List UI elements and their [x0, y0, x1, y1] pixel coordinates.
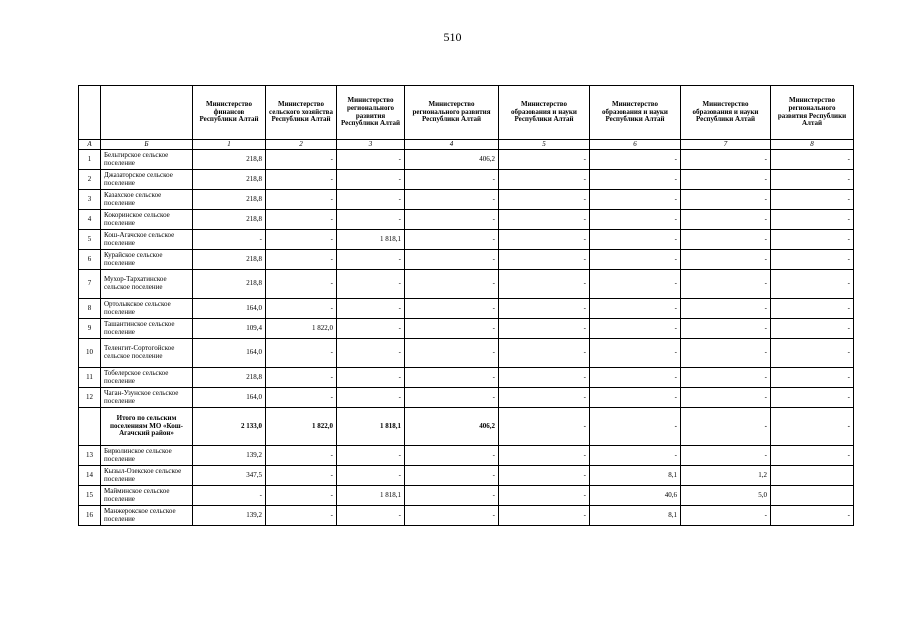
- amount-cell: -: [771, 339, 854, 368]
- amount-cell: -: [499, 210, 590, 230]
- amount-cell: -: [337, 150, 405, 170]
- header-ministry-7: Министерство образования и науки Республики Алтай: [681, 86, 771, 140]
- budget-table: [78, 85, 854, 526]
- amount-cell: -: [771, 150, 854, 170]
- amount-cell: -: [681, 230, 771, 250]
- amount-cell: -: [590, 339, 681, 368]
- amount-cell: -: [266, 339, 337, 368]
- amount-cell: -: [499, 230, 590, 250]
- amount-cell: 139,2: [193, 446, 266, 466]
- amount-cell: -: [405, 170, 499, 190]
- amount-cell: 1 818,1: [337, 408, 405, 446]
- header-ministry-5: Министерство образования и науки Республики Алтай: [499, 86, 590, 140]
- header-ministry-2: Министерство сельского хозяйства Республики Алтай: [266, 86, 337, 140]
- table-row: [79, 368, 854, 388]
- row-number: 6: [79, 250, 101, 270]
- row-number: 7: [79, 270, 101, 299]
- table-body: [79, 150, 854, 526]
- settlement-name: Ортолыкское сельское поселение: [101, 299, 193, 319]
- table-row: [79, 190, 854, 210]
- amount-cell: -: [499, 339, 590, 368]
- table-row: [79, 506, 854, 526]
- column-index: 5: [499, 140, 590, 150]
- row-number: 10: [79, 339, 101, 368]
- amount-cell: -: [771, 270, 854, 299]
- amount-cell: -: [681, 190, 771, 210]
- amount-cell: -: [771, 210, 854, 230]
- amount-cell: -: [266, 486, 337, 506]
- row-number: [79, 408, 101, 446]
- table-row: [79, 446, 854, 466]
- column-index: 1: [193, 140, 266, 150]
- table-row: [79, 250, 854, 270]
- amount-cell: -: [499, 190, 590, 210]
- amount-cell: 406,2: [405, 408, 499, 446]
- settlement-name: Ташантинское сельское поселение: [101, 319, 193, 339]
- column-index: 2: [266, 140, 337, 150]
- amount-cell: -: [405, 506, 499, 526]
- amount-cell: -: [405, 388, 499, 408]
- row-number: 13: [79, 446, 101, 466]
- table-row: [79, 299, 854, 319]
- amount-cell: -: [405, 299, 499, 319]
- amount-cell: 347,5: [193, 466, 266, 486]
- row-number: 14: [79, 466, 101, 486]
- amount-cell: -: [266, 230, 337, 250]
- row-number: 8: [79, 299, 101, 319]
- amount-cell: -: [590, 368, 681, 388]
- amount-cell: -: [405, 270, 499, 299]
- amount-cell: 8,1: [590, 466, 681, 486]
- amount-cell: 1,2: [681, 466, 771, 486]
- table-row: [79, 486, 854, 506]
- row-number: 4: [79, 210, 101, 230]
- amount-cell: -: [681, 446, 771, 466]
- amount-cell: -: [499, 486, 590, 506]
- row-number: 16: [79, 506, 101, 526]
- amount-cell: 1 822,0: [266, 319, 337, 339]
- settlement-name: Джазаторское сельское поселение: [101, 170, 193, 190]
- amount-cell: -: [590, 388, 681, 408]
- settlement-name: Чаган-Узунское сельское поселение: [101, 388, 193, 408]
- amount-cell: -: [590, 190, 681, 210]
- amount-cell: -: [590, 408, 681, 446]
- column-index: Б: [101, 140, 193, 150]
- amount-cell: -: [499, 250, 590, 270]
- amount-cell: -: [405, 486, 499, 506]
- amount-cell: 406,2: [405, 150, 499, 170]
- amount-cell: -: [499, 408, 590, 446]
- amount-cell: -: [405, 446, 499, 466]
- amount-cell: -: [337, 506, 405, 526]
- amount-cell: -: [337, 446, 405, 466]
- settlement-name: Итого по сельским поселениям МО «Кош-Агачский район»: [101, 408, 193, 446]
- header-cell-b: [101, 86, 193, 140]
- amount-cell: -: [266, 388, 337, 408]
- page-number: 510: [443, 30, 462, 44]
- amount-cell: -: [681, 170, 771, 190]
- amount-cell: -: [499, 299, 590, 319]
- amount-cell: -: [590, 230, 681, 250]
- amount-cell: -: [499, 270, 590, 299]
- amount-cell: -: [405, 250, 499, 270]
- amount-cell: 40,6: [590, 486, 681, 506]
- amount-cell: -: [337, 299, 405, 319]
- amount-cell: -: [266, 150, 337, 170]
- row-number: 9: [79, 319, 101, 339]
- amount-cell: -: [499, 466, 590, 486]
- settlement-name: Мухор-Тархатинское сельское поселение: [101, 270, 193, 299]
- amount-cell: -: [499, 150, 590, 170]
- amount-cell: -: [337, 190, 405, 210]
- amount-cell: -: [337, 388, 405, 408]
- amount-cell: 218,8: [193, 368, 266, 388]
- amount-cell: -: [771, 250, 854, 270]
- amount-cell: -: [405, 210, 499, 230]
- amount-cell: 218,8: [193, 170, 266, 190]
- amount-cell: 218,8: [193, 150, 266, 170]
- settlement-name: Кош-Агачское сельское поселение: [101, 230, 193, 250]
- amount-cell: -: [266, 446, 337, 466]
- amount-cell: -: [499, 368, 590, 388]
- amount-cell: -: [590, 250, 681, 270]
- amount-cell: -: [405, 368, 499, 388]
- settlement-name: Теленгит-Сортогойское сельское поселение: [101, 339, 193, 368]
- amount-cell: -: [681, 368, 771, 388]
- table-row: [79, 270, 854, 299]
- settlement-name: Кызыл-Озекское сельское поселение: [101, 466, 193, 486]
- amount-cell: -: [771, 408, 854, 446]
- row-number: 12: [79, 388, 101, 408]
- amount-cell: -: [337, 270, 405, 299]
- settlement-name: Манжерокское сельское поселение: [101, 506, 193, 526]
- amount-cell: 5,0: [681, 486, 771, 506]
- amount-cell: -: [337, 368, 405, 388]
- amount-cell: -: [771, 299, 854, 319]
- table-row: [79, 388, 854, 408]
- amount-cell: -: [771, 388, 854, 408]
- header-ministry-6: Министерство образования и науки Республики Алтай: [590, 86, 681, 140]
- column-index: А: [79, 140, 101, 150]
- amount-cell: -: [266, 466, 337, 486]
- row-number: 3: [79, 190, 101, 210]
- amount-cell: 109,4: [193, 319, 266, 339]
- column-index: 3: [337, 140, 405, 150]
- table-row: [79, 210, 854, 230]
- amount-cell: -: [193, 230, 266, 250]
- settlement-name: Курайское сельское поселение: [101, 250, 193, 270]
- settlement-name: Тобелерское сельское поселение: [101, 368, 193, 388]
- amount-cell: -: [681, 319, 771, 339]
- amount-cell: [771, 486, 854, 506]
- amount-cell: 1 822,0: [266, 408, 337, 446]
- amount-cell: -: [590, 299, 681, 319]
- column-index-row: [79, 140, 854, 150]
- amount-cell: -: [193, 486, 266, 506]
- row-number: 2: [79, 170, 101, 190]
- amount-cell: -: [681, 408, 771, 446]
- amount-cell: 164,0: [193, 299, 266, 319]
- amount-cell: -: [771, 230, 854, 250]
- amount-cell: -: [337, 210, 405, 230]
- amount-cell: 218,8: [193, 190, 266, 210]
- amount-cell: 218,8: [193, 270, 266, 299]
- amount-cell: -: [266, 210, 337, 230]
- amount-cell: 2 133,0: [193, 408, 266, 446]
- settlement-name: Кокоринское сельское поселение: [101, 210, 193, 230]
- header-cell-a: [79, 86, 101, 140]
- table-row: [79, 230, 854, 250]
- amount-cell: -: [499, 446, 590, 466]
- row-number: 15: [79, 486, 101, 506]
- amount-cell: -: [405, 319, 499, 339]
- amount-cell: -: [266, 506, 337, 526]
- row-number: 5: [79, 230, 101, 250]
- amount-cell: -: [266, 170, 337, 190]
- amount-cell: 164,0: [193, 388, 266, 408]
- amount-cell: -: [771, 190, 854, 210]
- column-index: 4: [405, 140, 499, 150]
- amount-cell: 218,8: [193, 250, 266, 270]
- amount-cell: -: [405, 230, 499, 250]
- amount-cell: -: [771, 506, 854, 526]
- amount-cell: -: [771, 170, 854, 190]
- header-ministry-1: Министерство финансов Республики Алтай: [193, 86, 266, 140]
- amount-cell: -: [681, 270, 771, 299]
- amount-cell: -: [590, 170, 681, 190]
- amount-cell: -: [405, 190, 499, 210]
- settlement-name: Бельтирское сельское поселение: [101, 150, 193, 170]
- amount-cell: -: [266, 368, 337, 388]
- amount-cell: -: [337, 466, 405, 486]
- amount-cell: -: [590, 319, 681, 339]
- amount-cell: -: [590, 270, 681, 299]
- amount-cell: -: [590, 210, 681, 230]
- amount-cell: -: [405, 339, 499, 368]
- table-row: [79, 339, 854, 368]
- amount-cell: -: [681, 299, 771, 319]
- amount-cell: -: [681, 388, 771, 408]
- row-number: 11: [79, 368, 101, 388]
- amount-cell: 218,8: [193, 210, 266, 230]
- amount-cell: -: [499, 388, 590, 408]
- amount-cell: -: [771, 446, 854, 466]
- column-index: 7: [681, 140, 771, 150]
- amount-cell: 164,0: [193, 339, 266, 368]
- amount-cell: -: [266, 250, 337, 270]
- table-row: [79, 319, 854, 339]
- amount-cell: -: [681, 506, 771, 526]
- amount-cell: -: [590, 150, 681, 170]
- amount-cell: -: [337, 170, 405, 190]
- amount-cell: -: [266, 190, 337, 210]
- amount-cell: -: [337, 339, 405, 368]
- amount-cell: -: [337, 319, 405, 339]
- header-ministry-3: Министерство регионального развития Республики Алтай: [337, 86, 405, 140]
- amount-cell: -: [266, 270, 337, 299]
- settlement-name: Майминское сельское поселение: [101, 486, 193, 506]
- amount-cell: -: [266, 299, 337, 319]
- settlement-name: Казахское сельское поселение: [101, 190, 193, 210]
- amount-cell: -: [499, 319, 590, 339]
- table-row: [79, 150, 854, 170]
- amount-cell: 139,2: [193, 506, 266, 526]
- amount-cell: 1 818,1: [337, 230, 405, 250]
- amount-cell: -: [681, 250, 771, 270]
- amount-cell: -: [337, 250, 405, 270]
- amount-cell: -: [590, 446, 681, 466]
- header-ministry-4: Министерство регионального развития Республики Алтай: [405, 86, 499, 140]
- column-index: 6: [590, 140, 681, 150]
- amount-cell: -: [771, 319, 854, 339]
- amount-cell: 1 818,1: [337, 486, 405, 506]
- amount-cell: [771, 466, 854, 486]
- amount-cell: -: [499, 170, 590, 190]
- amount-cell: -: [499, 506, 590, 526]
- header-row: [79, 86, 854, 140]
- column-index: 8: [771, 140, 854, 150]
- table-row: [79, 466, 854, 486]
- amount-cell: -: [771, 368, 854, 388]
- table-row: [79, 170, 854, 190]
- amount-cell: 8,1: [590, 506, 681, 526]
- total-row: [79, 408, 854, 446]
- amount-cell: -: [681, 210, 771, 230]
- amount-cell: -: [681, 150, 771, 170]
- row-number: 1: [79, 150, 101, 170]
- settlement-name: Бирюлинское сельское поселение: [101, 446, 193, 466]
- amount-cell: -: [681, 339, 771, 368]
- amount-cell: -: [405, 466, 499, 486]
- header-ministry-8: Министерство регионального развития Республики Алтай: [771, 86, 854, 140]
